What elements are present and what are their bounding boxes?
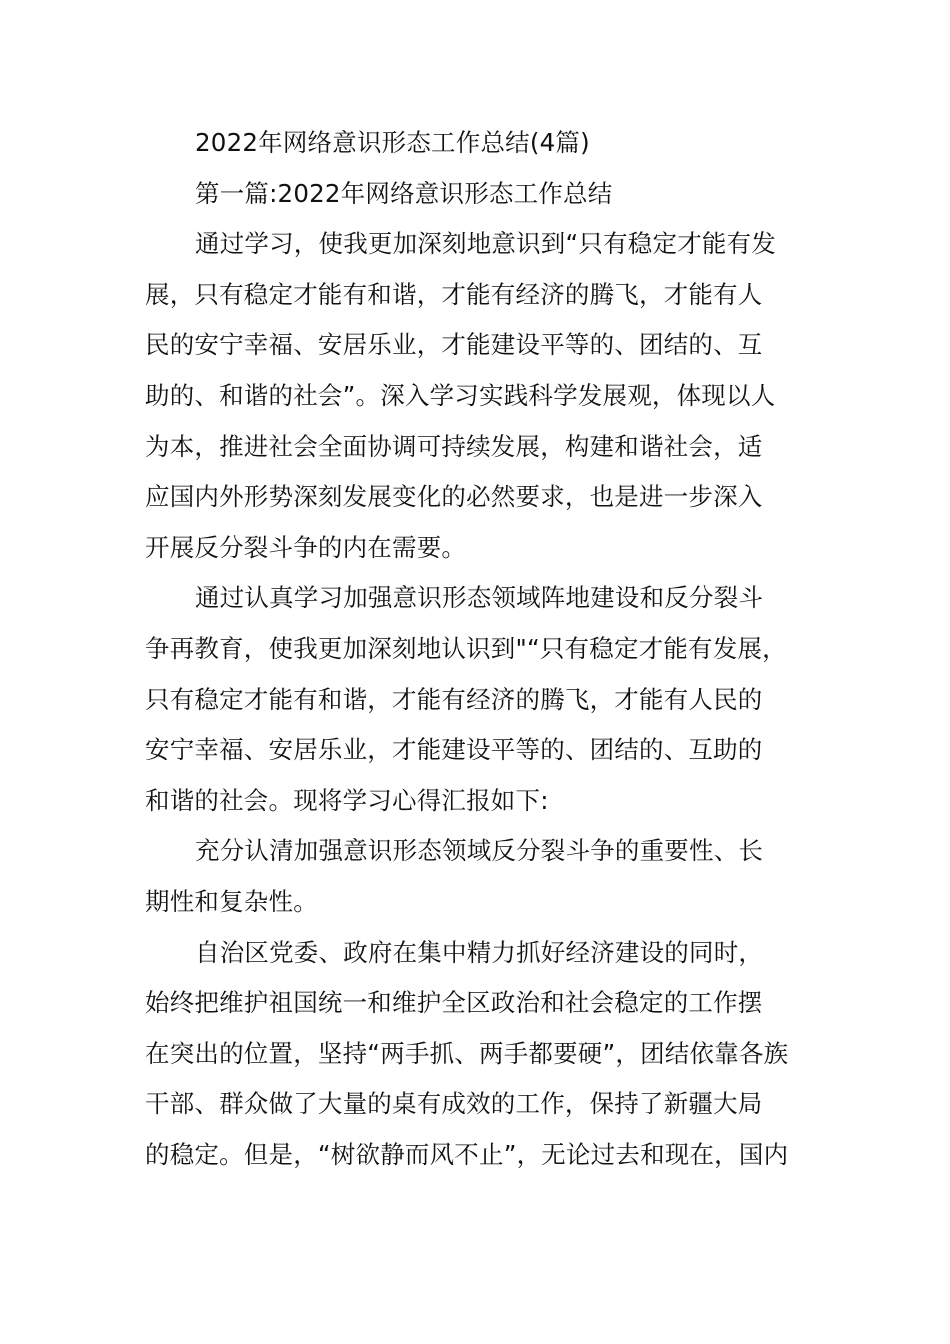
paragraph xyxy=(145,219,810,573)
paragraph-line: 应国内外形势深刻发展变化的必然要求，也是进一步深入 xyxy=(145,482,763,512)
paragraph-line: 开展反分裂斗争的内在需要。 xyxy=(145,532,467,562)
paragraph xyxy=(145,573,810,826)
paragraph-line: 为本，推进社会全面协调可持续发展，构建和谐社会，适 xyxy=(145,431,763,461)
paragraph xyxy=(145,928,810,1181)
document-body xyxy=(145,118,810,1180)
paragraph-line: 充分认清加强意识形态领域反分裂斗争的重要性、长 xyxy=(195,836,764,866)
paragraph-line: 始终把维护祖国统一和维护全区政治和社会稳定的工作摆 xyxy=(145,988,763,1018)
paragraph-line: 民的安宁幸福、安居乐业，才能建设平等的、团结的、互 xyxy=(145,330,763,360)
paragraph-line: 通过学习，使我更加深刻地意识到“只有稳定才能有发 xyxy=(195,229,776,259)
paragraph-line: 安宁幸福、安居乐业，才能建设平等的、团结的、互助的 xyxy=(145,735,763,765)
document-title: 2022年网络意识形态工作总结(4篇) xyxy=(195,128,590,157)
paragraph-line: 在突出的位置，坚持“两手抓、两手都要硬”，团结依靠各族 xyxy=(145,1038,789,1068)
paragraph-line: 干部、群众做了大量的桌有成效的工作，保持了新疆大局 xyxy=(145,1089,763,1119)
paragraph xyxy=(145,826,810,927)
paragraph-line: 通过认真学习加强意识形态领域阵地建设和反分裂斗 xyxy=(195,583,764,613)
paragraph-line: 自治区党委、政府在集中精力抓好经济建设的同时， xyxy=(195,937,764,967)
document-subtitle: 第一篇:2022年网络意识形态工作总结 xyxy=(195,178,613,208)
paragraph-line: 争再教育，使我更加深刻地认识到"“只有稳定才能有发展， xyxy=(145,633,787,663)
paragraph-line: 助的、和谐的社会”。深入学习实践科学发展观，体现以人 xyxy=(145,380,776,410)
paragraph-line: 只有稳定才能有和谐，才能有经济的腾飞，才能有人民的 xyxy=(145,684,763,714)
paragraph-line: 和谐的社会。现将学习心得汇报如下: xyxy=(145,785,549,815)
paragraph-line: 展，只有稳定才能有和谐，才能有经济的腾飞，才能有人 xyxy=(145,279,763,309)
paragraph-line: 期性和复杂性。 xyxy=(145,886,318,916)
paragraph-line: 的稳定。但是，“树欲静而风不止”，无论过去和现在，国内 xyxy=(145,1139,789,1169)
